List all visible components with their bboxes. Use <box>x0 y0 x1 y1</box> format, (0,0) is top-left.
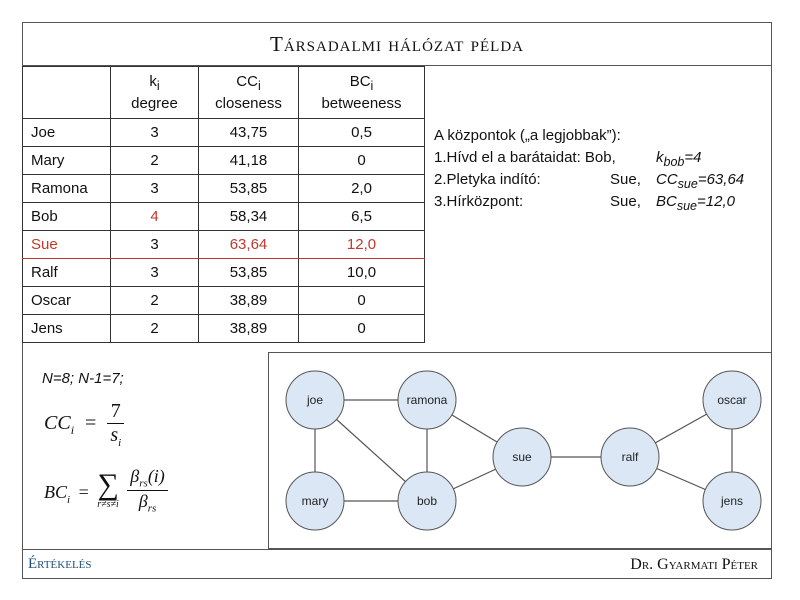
closeness-fraction: $\frac{7}{s_i}$ <box>107 400 124 449</box>
center-item-bob <box>434 147 702 169</box>
header-closeness: $CC_i$ closeness <box>199 67 299 119</box>
center-item-who: Sue, <box>610 193 641 210</box>
row-name: Mary <box>23 147 111 175</box>
n-definition: N=8; N-1=7; <box>42 370 124 387</box>
node-label: ramona <box>406 393 448 407</box>
row-name: Joe <box>23 119 111 147</box>
row-degree: 3 <box>111 119 199 147</box>
node-jens <box>703 472 761 530</box>
network-diagram <box>268 352 772 549</box>
node-ralf <box>601 428 659 486</box>
center-item-who: Sue, <box>610 171 641 188</box>
center-item-label: 3.Hírközpont: <box>434 193 524 210</box>
node-label: sue <box>512 450 532 464</box>
row-closeness: 53,85 <box>199 259 299 287</box>
node-label: jens <box>720 494 744 508</box>
centers-heading: A központok („a legjobbak”): <box>434 127 621 144</box>
row-name: Oscar <box>23 287 111 315</box>
center-item-news <box>434 191 735 213</box>
row-degree: 3 <box>111 175 199 203</box>
node-label: joe <box>306 393 324 407</box>
row-betweeness: 0 <box>299 287 425 315</box>
node-label: mary <box>301 494 329 508</box>
node-mary <box>286 472 344 530</box>
row-betweeness: 10,0 <box>299 259 425 287</box>
center-item-label: 1.Hívd el a barátaidat: Bob, <box>434 149 616 166</box>
node-joe <box>286 371 344 429</box>
slide-footer <box>22 549 772 579</box>
row-betweeness: 0 <box>299 315 425 343</box>
footer-author: Dr. Gyarmati Péter <box>630 556 758 573</box>
row-closeness: 38,89 <box>199 315 299 343</box>
row-name: Sue <box>23 231 111 259</box>
table-row <box>23 287 425 315</box>
row-closeness-highlight: 63,64 <box>199 231 299 259</box>
row-betweeness: 0 <box>299 147 425 175</box>
footer-section: Értékelés <box>28 556 92 572</box>
center-item-label: 2.Pletyka indító: <box>434 171 541 188</box>
node-label: oscar <box>717 393 747 407</box>
node-bob <box>398 472 456 530</box>
central-nodes-list <box>434 125 745 213</box>
row-betweeness: 0,5 <box>299 119 425 147</box>
row-closeness: 58,34 <box>199 203 299 231</box>
table-row <box>23 203 425 231</box>
table-row-highlight <box>23 231 425 259</box>
table-row <box>23 147 425 175</box>
table-row <box>23 119 425 147</box>
row-name: Ralf <box>23 259 111 287</box>
row-betweeness-highlight: 12,0 <box>299 231 425 259</box>
row-closeness: 43,75 <box>199 119 299 147</box>
row-degree: 2 <box>111 287 199 315</box>
center-item-value: $BC_{sue}=12,0$ <box>656 193 735 213</box>
table-row <box>23 259 425 287</box>
table-row <box>23 315 425 343</box>
slide-title: Társadalmi hálózat példa <box>22 22 772 66</box>
row-name: Jens <box>23 315 111 343</box>
betweenness-formula: $BC_i$ = ∑ r≠s≠i $\frac{\beta_{rs}(i)}{\beta_{rs}}$ <box>44 466 168 514</box>
node-ramona <box>398 371 456 429</box>
center-item-gossip <box>434 169 745 191</box>
node-sue <box>493 428 551 486</box>
center-item-value: $CC_{sue}=63,64$ <box>656 171 745 191</box>
header-betweeness: $BC_i$ betweeness <box>299 67 425 119</box>
row-closeness: 53,85 <box>199 175 299 203</box>
node-oscar <box>703 371 761 429</box>
center-item-value: $k_{bob}=4$ <box>656 149 702 169</box>
row-betweeness: 2,0 <box>299 175 425 203</box>
table-corner <box>23 67 111 119</box>
centrality-table <box>22 66 425 343</box>
network-graph <box>269 353 773 550</box>
table-row <box>23 175 425 203</box>
header-degree: $k_i$ degree <box>111 67 199 119</box>
sum-symbol: ∑ r≠s≠i <box>97 468 119 511</box>
row-closeness: 38,89 <box>199 287 299 315</box>
row-betweeness: 6,5 <box>299 203 425 231</box>
node-label: bob <box>416 494 438 508</box>
row-degree: 3 <box>111 259 199 287</box>
row-closeness: 41,18 <box>199 147 299 175</box>
row-name: Bob <box>23 203 111 231</box>
row-degree: 3 <box>111 231 199 259</box>
table-header-row <box>23 67 425 119</box>
row-name: Ramona <box>23 175 111 203</box>
row-degree: 2 <box>111 315 199 343</box>
row-degree: 2 <box>111 147 199 175</box>
node-label: ralf <box>621 450 639 464</box>
closeness-formula: $CC_i$ = $\frac{7}{s_i}$ <box>44 400 124 449</box>
betweenness-fraction: $\frac{\beta_{rs}(i)}{\beta_{rs}}$ <box>127 466 168 514</box>
row-degree-highlight: 4 <box>111 203 199 231</box>
